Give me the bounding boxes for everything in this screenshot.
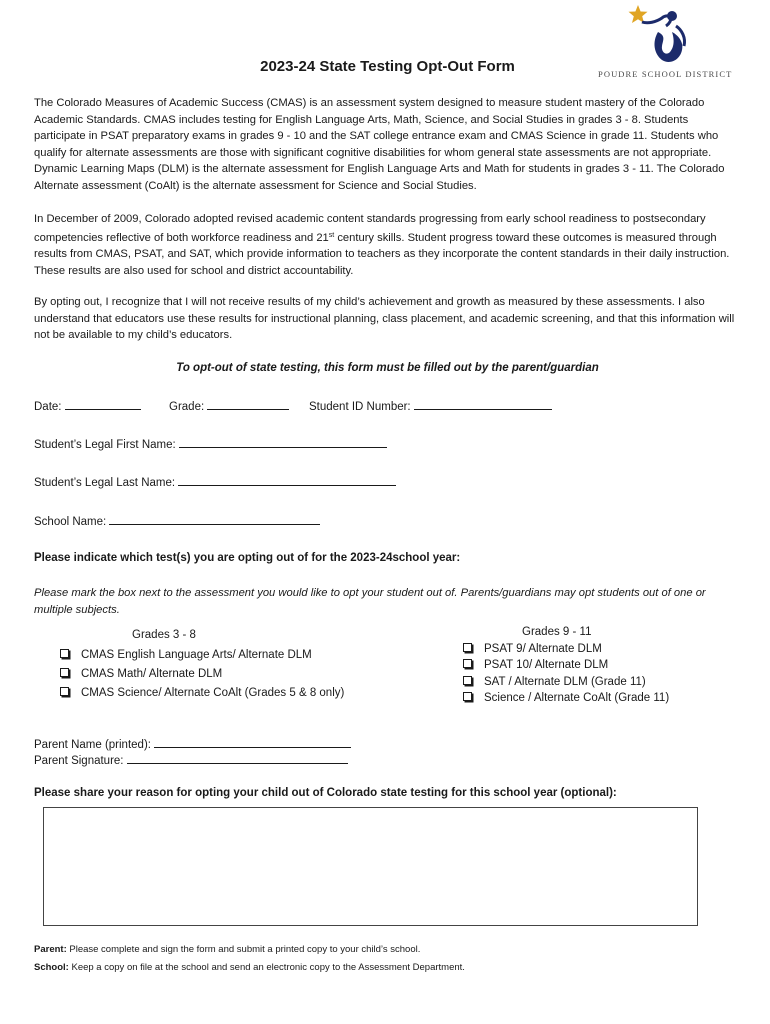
date-field[interactable] [34, 398, 141, 413]
student-id-blank[interactable] [414, 398, 552, 410]
last-name-field[interactable] [34, 474, 396, 489]
first-name-field[interactable] [34, 436, 387, 451]
parent-name-label: Parent Name (printed): [34, 739, 151, 751]
checkbox-psat-9[interactable]: PSAT 9/ Alternate DLM [463, 641, 602, 658]
school-name-field[interactable] [34, 513, 320, 528]
checkbox-sat[interactable]: SAT / Alternate DLM (Grade 11) [463, 674, 646, 691]
date-label: Date: [34, 401, 62, 413]
checkbox-cmas-math[interactable]: CMAS Math/ Alternate DLM [60, 666, 222, 683]
grade-blank[interactable] [207, 398, 289, 410]
checkbox-icon[interactable] [463, 659, 472, 668]
parent-signature-blank[interactable] [127, 752, 348, 764]
checkbox-icon[interactable] [60, 649, 69, 658]
first-name-label: Student’s Legal First Name: [34, 439, 176, 451]
tests-heading: Please indicate which test(s) you are opting out of for the 2023-24school year: [34, 552, 461, 564]
school-name-label: School Name: [34, 516, 107, 528]
checkbox-icon[interactable] [463, 643, 472, 652]
intro-paragraph-cmas: The Colorado Measures of Academic Success (CMAS) is an assessment system designed to measure student mastery of the Colorado Academic Standards. CMAS includes testing for English Language Arts, Math, Science, and Social Studies in grades 3 - 8. Students participate in PSAT preparatory exams in grades 9 - 10 and the SAT college entrance exam and CMAS Science in grade 11. Students who qualify for alternate assessments are those with significant cognitive disabilities for whom general state assessments are not appropriate. Dynamic Learning Maps (DLM) is the alternate assessment for English Language Arts and Math for students in grades 3 - 11. The Colorado Alternate assessment (CoAlt) is the alternate assessment for Science and Social Studies. [34, 97, 725, 192]
checkbox-icon[interactable] [60, 687, 69, 696]
student-id-label: Student ID Number: [309, 401, 411, 413]
student-id-field[interactable] [309, 398, 552, 413]
parent-name-field[interactable] [34, 736, 351, 751]
parent-name-blank[interactable] [154, 736, 351, 748]
checkbox-science-coalt[interactable]: Science / Alternate CoAlt (Grade 11) [463, 690, 669, 707]
grade-label: Grade: [169, 401, 205, 413]
grades-9-11-heading: Grades 9 - 11 [522, 626, 592, 638]
last-name-blank[interactable] [178, 474, 396, 486]
guardian-notice: To opt-out of state testing, this form must be filled out by the parent/guardian [176, 362, 599, 374]
parent-signature-field[interactable] [34, 752, 348, 767]
school-name-blank[interactable] [109, 513, 320, 525]
last-name-label: Student’s Legal Last Name: [34, 477, 176, 489]
tests-instruction: Please mark the box next to the assessment you would like to opt your student out of. Parents/guardians may opt students out of one or multiple subjects. [34, 587, 706, 616]
first-name-blank[interactable] [179, 436, 387, 448]
date-blank[interactable] [65, 398, 141, 410]
parent-signature-label: Parent Signature: [34, 755, 124, 767]
form-title: 2023-24 State Testing Opt-Out Form [260, 58, 515, 75]
reason-textbox[interactable] [43, 807, 698, 926]
footer-parent-instruction: Parent: Please complete and sign the form and submit a printed copy to your child’s school. [34, 944, 421, 955]
checkbox-cmas-science[interactable]: CMAS Science/ Alternate CoAlt (Grades 5 & 8 only) [60, 685, 344, 702]
checkbox-icon[interactable] [60, 668, 69, 677]
checkbox-icon[interactable] [463, 676, 472, 685]
checkbox-icon[interactable] [463, 692, 472, 701]
grades-3-8-heading: Grades 3 - 8 [132, 629, 196, 641]
district-name: POUDRE SCHOOL DISTRICT [598, 69, 733, 79]
checkbox-cmas-ela[interactable]: CMAS English Language Arts/ Alternate DLM [60, 647, 312, 664]
reason-heading: Please share your reason for opting your child out of Colorado state testing for this school year (optional): [34, 787, 617, 799]
intro-paragraph-opting-out: By opting out, I recognize that I will not receive results of my child’s achievement and growth as measured by these assessments. I also understand that educators use these results for instructional planning, class placement, and academic screening, and that this information will not be available to my child’s educators. [34, 296, 735, 341]
intro-paragraph-standards: In December of 2009, Colorado adopted revised academic content standards progressing from early school readiness to postsecondary competencies reflective of both workforce readiness and 21st century skills. Student progress toward these outcomes is measured through results from CMAS, PSAT, and SAT, which provide information to teachers as they incorporate the content standards in their daily instruction. These results are also used for school and district accountability. [34, 213, 730, 277]
footer-school-instruction: School: Keep a copy on file at the school and send an electronic copy to the Assessment Department. [34, 962, 465, 973]
checkbox-psat-10[interactable]: PSAT 10/ Alternate DLM [463, 657, 608, 674]
grade-field[interactable] [169, 398, 289, 413]
